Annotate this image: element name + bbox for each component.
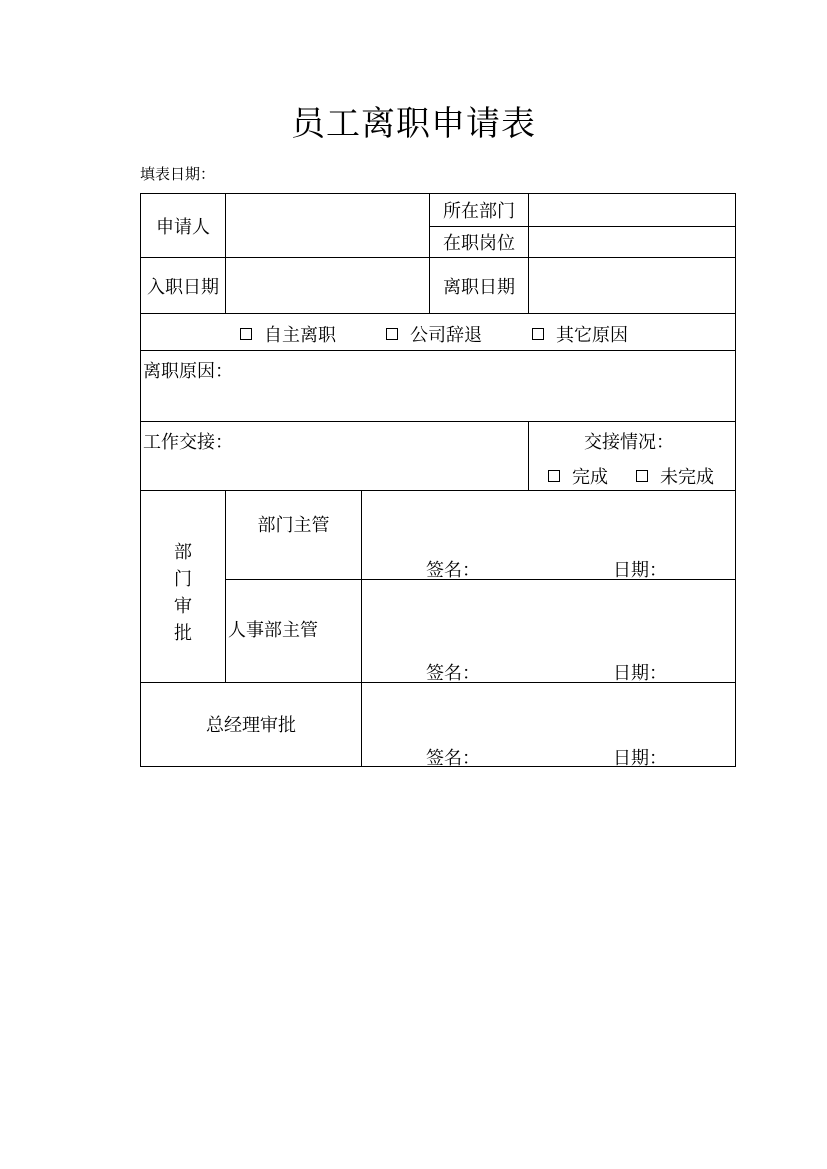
checkbox-icon[interactable] xyxy=(532,328,544,340)
dept-head-date-label: 日期： xyxy=(613,560,667,581)
position-label-cell xyxy=(429,226,528,257)
leave-date-label: 离职日期 xyxy=(443,276,515,298)
dept-approval-char: 审 xyxy=(174,596,192,617)
handover-complete-label: 完成 xyxy=(572,467,608,488)
leave-type-self-label: 自主离职 xyxy=(264,325,336,346)
department-label: 所在部门 xyxy=(443,201,515,222)
entry-date-label-cell xyxy=(140,257,225,313)
dept-approval-label-cell xyxy=(140,490,225,682)
dept-head-signature-field[interactable] xyxy=(361,490,736,579)
leave-type-other[interactable] xyxy=(532,321,628,347)
leave-date-input[interactable] xyxy=(528,257,736,313)
checkbox-icon[interactable] xyxy=(636,470,648,482)
dept-approval-char: 门 xyxy=(174,569,192,590)
dept-approval-char: 部 xyxy=(174,542,192,563)
leave-type-row xyxy=(140,313,736,350)
fill-date-label: 填表日期： xyxy=(140,165,216,183)
handover-status-cell xyxy=(528,421,736,490)
handover-field[interactable] xyxy=(140,421,528,490)
gm-signature-label: 签名： xyxy=(426,748,480,769)
gm-approval-label: 总经理审批 xyxy=(206,714,296,736)
position-input[interactable] xyxy=(528,226,736,257)
applicant-input[interactable] xyxy=(225,193,429,257)
handover-complete[interactable] xyxy=(548,463,608,489)
position-label: 在职岗位 xyxy=(443,233,515,254)
hr-head-date-label: 日期： xyxy=(613,663,667,684)
gm-date-label: 日期： xyxy=(613,748,667,769)
entry-date-input[interactable] xyxy=(225,257,429,313)
leave-type-dismissed-label: 公司辞退 xyxy=(410,325,482,346)
leave-type-self[interactable] xyxy=(240,321,336,347)
reason-label: 离职原因： xyxy=(143,361,233,382)
dept-head-label: 部门主管 xyxy=(257,515,330,536)
hr-head-label-cell xyxy=(225,579,361,682)
handover-label: 工作交接： xyxy=(143,432,233,453)
checkbox-icon[interactable] xyxy=(386,328,398,340)
checkbox-icon[interactable] xyxy=(240,328,252,340)
hr-head-signature-field[interactable] xyxy=(361,579,736,682)
dept-head-signature-label: 签名： xyxy=(426,560,480,581)
handover-incomplete-label: 未完成 xyxy=(660,467,714,488)
gm-approval-label-cell xyxy=(140,682,361,767)
hr-head-signature-label: 签名： xyxy=(426,663,480,684)
department-label-cell xyxy=(429,193,528,226)
reason-field[interactable] xyxy=(140,350,736,421)
handover-incomplete[interactable] xyxy=(636,463,714,489)
applicant-label-cell xyxy=(140,193,225,257)
handover-status-label: 交接情况： xyxy=(584,432,674,453)
leave-type-other-label: 其它原因 xyxy=(556,325,628,346)
page-title: 员工离职申请表 xyxy=(291,104,536,144)
checkbox-icon[interactable] xyxy=(548,470,560,482)
applicant-label: 申请人 xyxy=(156,216,210,238)
hr-head-label: 人事部主管 xyxy=(228,620,318,641)
dept-approval-char: 批 xyxy=(174,623,192,644)
gm-signature-field[interactable] xyxy=(361,682,736,767)
dept-head-label-cell xyxy=(225,490,361,579)
leave-type-dismissed[interactable] xyxy=(386,321,482,347)
entry-date-label: 入职日期 xyxy=(147,276,219,298)
leave-date-label-cell xyxy=(429,257,528,313)
dept-approval-label xyxy=(174,539,192,647)
department-input[interactable] xyxy=(528,193,736,226)
